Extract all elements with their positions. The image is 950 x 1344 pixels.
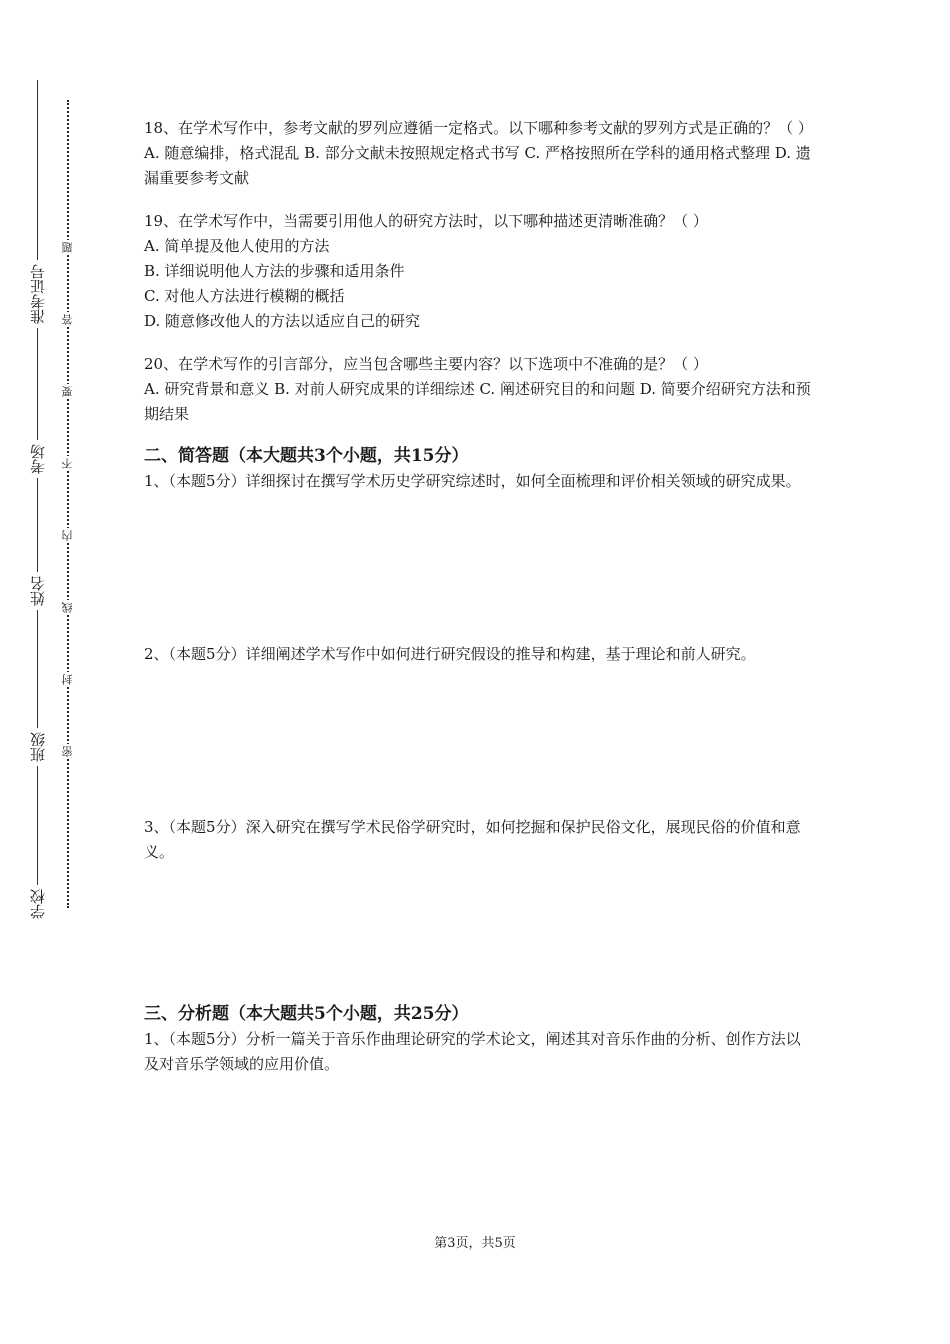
class-label: 班级: [20, 728, 56, 766]
option-d: D. 随意修改他人的方法以适应自己的研究: [144, 312, 421, 330]
question-20: [144, 352, 814, 427]
seal-char: 封: [61, 674, 74, 685]
seal-char: 答: [61, 314, 74, 325]
analysis-question-1: 1、（本题5分）分析一篇关于音乐作曲理论研究的学术论文，阐述其对音乐作曲的分析、创作方法以及对音乐学领域的应用价值。: [144, 1030, 801, 1073]
exam-content: [144, 116, 814, 1077]
seal-char: 要: [61, 386, 74, 397]
seal-char: 线: [61, 602, 74, 613]
exam-room-label: 考场: [20, 440, 56, 478]
section-2-title: 二、简答题（本大题共3个小题，共15分）: [144, 446, 469, 466]
question-18: [144, 116, 814, 191]
essay-question-3: 3、（本题5分）深入研究在撰写学术民俗学研究时，如何挖掘和保护民俗文化，展现民俗的价值和意义。: [144, 818, 801, 861]
binding-margin: [20, 80, 56, 940]
seal-char: 密: [61, 746, 74, 757]
option-b: B. 详细说明他人方法的步骤和适用条件: [144, 262, 405, 280]
seal-char: 题: [61, 242, 74, 253]
seal-line: [60, 100, 76, 910]
page-footer: 第3页，共5页: [434, 1236, 516, 1251]
exam-number-label: 准考证号: [20, 260, 56, 328]
seal-char: 不: [61, 458, 74, 469]
question-options: A. 研究背景和意义 B. 对前人研究成果的详细综述 C. 阐述研究目的和问题 D. 简要介绍研究方法和预期结果: [144, 380, 811, 423]
option-a: A. 简单提及他人使用的方法: [144, 237, 330, 255]
question-options: A. 随意编排，格式混乱 B. 部分文献未按照规定格式书写 C. 严格按照所在学科的通用格式整理 D. 遗漏重要参考文献: [144, 144, 811, 187]
question-stem: 18、在学术写作中，参考文献的罗列应遵循一定格式。以下哪种参考文献的罗列方式是正确的？（ ）: [144, 119, 813, 137]
question-19: [144, 209, 814, 334]
binding-line: [37, 80, 38, 900]
name-label: 姓名: [20, 572, 56, 610]
dotted-line: [67, 100, 69, 908]
essay-question-1: 1、（本题5分）详细探讨在撰写学术历史学研究综述时，如何全面梳理和评价相关领域的研究成果。: [144, 472, 801, 490]
school-label: 学校: [20, 885, 56, 923]
seal-char: 内: [61, 530, 74, 541]
option-c: C. 对他人方法进行模糊的概括: [144, 287, 345, 305]
question-stem: 19、在学术写作中，当需要引用他人的研究方法时，以下哪种描述更清晰准确？（ ）: [144, 212, 708, 230]
section-3-title: 三、分析题（本大题共5个小题，共25分）: [144, 1004, 469, 1024]
question-stem: 20、在学术写作的引言部分，应当包含哪些主要内容？以下选项中不准确的是？（ ）: [144, 355, 708, 373]
essay-question-2: 2、（本题5分）详细阐述学术写作中如何进行研究假设的推导和构建，基于理论和前人研究。: [144, 645, 756, 663]
